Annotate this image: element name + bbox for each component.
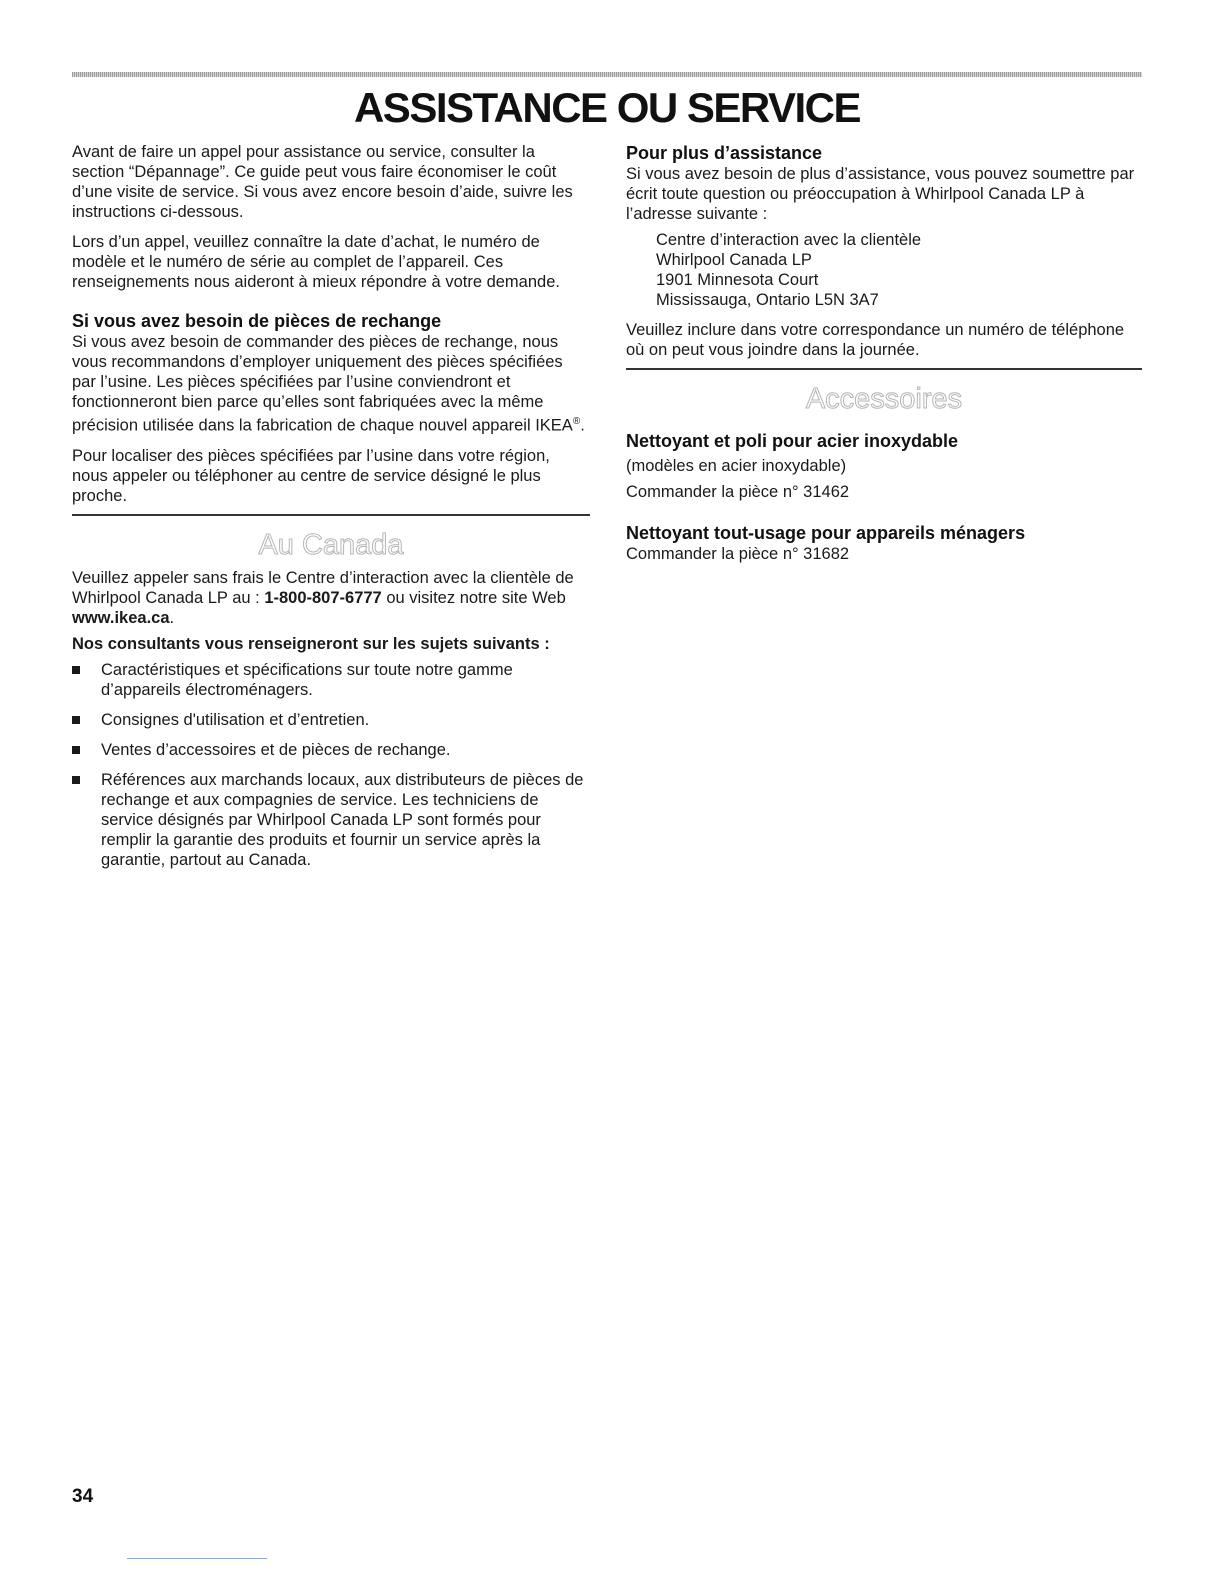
canada-call-paragraph: Veuillez appeler sans frais le Centre d’interaction avec la clientèle de Whirlpool Canada LP au : 1-800-807-6777 ou visitez notre site Web www.ikea.ca.: [72, 568, 574, 627]
replacement-parts-paragraph-2: Pour localiser des pièces spécifiées par l’usine dans votre région, nous appeler ou téléphoner au centre de service désigné le plus proche.: [72, 446, 550, 505]
accessory-1-order: Commander la pièce n° 31462: [626, 483, 850, 501]
top-decorative-rule: [72, 72, 1142, 77]
include-phone-paragraph: Veuillez inclure dans votre correspondance un numéro de téléphone où on peut vous joindre dans la journée.: [626, 321, 1125, 359]
more-assistance-heading: Pour plus d’assistance: [626, 143, 823, 163]
more-assistance-paragraph: Si vous avez besoin de plus d’assistance, vous pouvez soumettre par écrit toute question ou préoccupation à Whirlpool Canada LP à l’adresse suivante :: [626, 165, 1135, 223]
left-column: [72, 142, 590, 880]
accessory-1-note: (modèles en acier inoxydable): [626, 457, 847, 475]
page-title: ASSISTANCE OU SERVICE: [353, 84, 861, 131]
accessory-1-title: Nettoyant et poli pour acier inoxydable: [626, 431, 959, 451]
replacement-parts-paragraph-1: Si vous avez besoin de commander des pièces de rechange, nous vous recommandons d’employer uniquement des pièces spécifiées par l’usine. Les pièces spécifiées par l’usine conviendront et fonctionneront bien parce qu’elles sont fabriquées avec la même précision utilisée dans la fabrication de chaque nouvel appareil IKEA®.: [72, 333, 585, 435]
bullet-square-icon: [72, 716, 80, 724]
website-link[interactable]: www.ikea.ca: [72, 608, 170, 627]
footer-line: [127, 1558, 267, 1559]
section-divider: [72, 514, 590, 516]
page-number: 34: [72, 1486, 94, 1507]
list-item: Références aux marchands locaux, aux distributeurs de pièces de rechange et aux compagnies de service. Les techniciens de service désignés par Whirlpool Canada LP sont formés pour remplir la garantie des produits et fournir un service après la garantie, partout au Canada.: [72, 770, 590, 870]
intro-paragraph-2: Lors d’un appel, veuillez connaître la date d’achat, le numéro de modèle et le numéro de série au complet de l’appareil. Ces renseignements nous aideront à mieux répondre à votre demande.: [72, 233, 560, 291]
canada-section-heading: Au Canada: [258, 528, 404, 561]
bullet-square-icon: [72, 746, 80, 754]
list-item: Ventes d’accessoires et de pièces de rechange.: [72, 740, 590, 760]
accessories-section-heading: Accessoires: [805, 383, 963, 415]
topics-heading: Nos consultants vous renseigneront sur les sujets suivants :: [72, 634, 550, 653]
intro-paragraph-1: Avant de faire un appel pour assistance ou service, consulter la section “Dépannage”. Ce guide peut vous faire économiser le coût d’une visite de service. Si vous avez encore besoin d’aide, suivre les instructions ci-dessous.: [72, 143, 573, 221]
list-item: Caractéristiques et spécifications sur toute notre gamme d’appareils électroménagers.: [72, 660, 590, 700]
bullet-square-icon: [72, 776, 80, 784]
replacement-parts-heading: Si vous avez besoin de pièces de rechange: [72, 311, 442, 331]
accessory-2-order: Commander la pièce n° 31682: [626, 545, 850, 563]
section-divider: [626, 368, 1142, 370]
right-column: [626, 142, 1142, 574]
accessory-2-title: Nettoyant tout-usage pour appareils ménagers: [626, 523, 1026, 543]
topics-list: [72, 660, 590, 870]
phone-number: 1-800-807-6777: [264, 588, 382, 607]
mailing-address: Centre d’interaction avec la clientèle Whirlpool Canada LP 1901 Minnesota Court Mississauga, Ontario L5N 3A7: [656, 231, 922, 309]
list-item: Consignes d'utilisation et d’entretien.: [72, 710, 590, 730]
bullet-square-icon: [72, 666, 80, 674]
